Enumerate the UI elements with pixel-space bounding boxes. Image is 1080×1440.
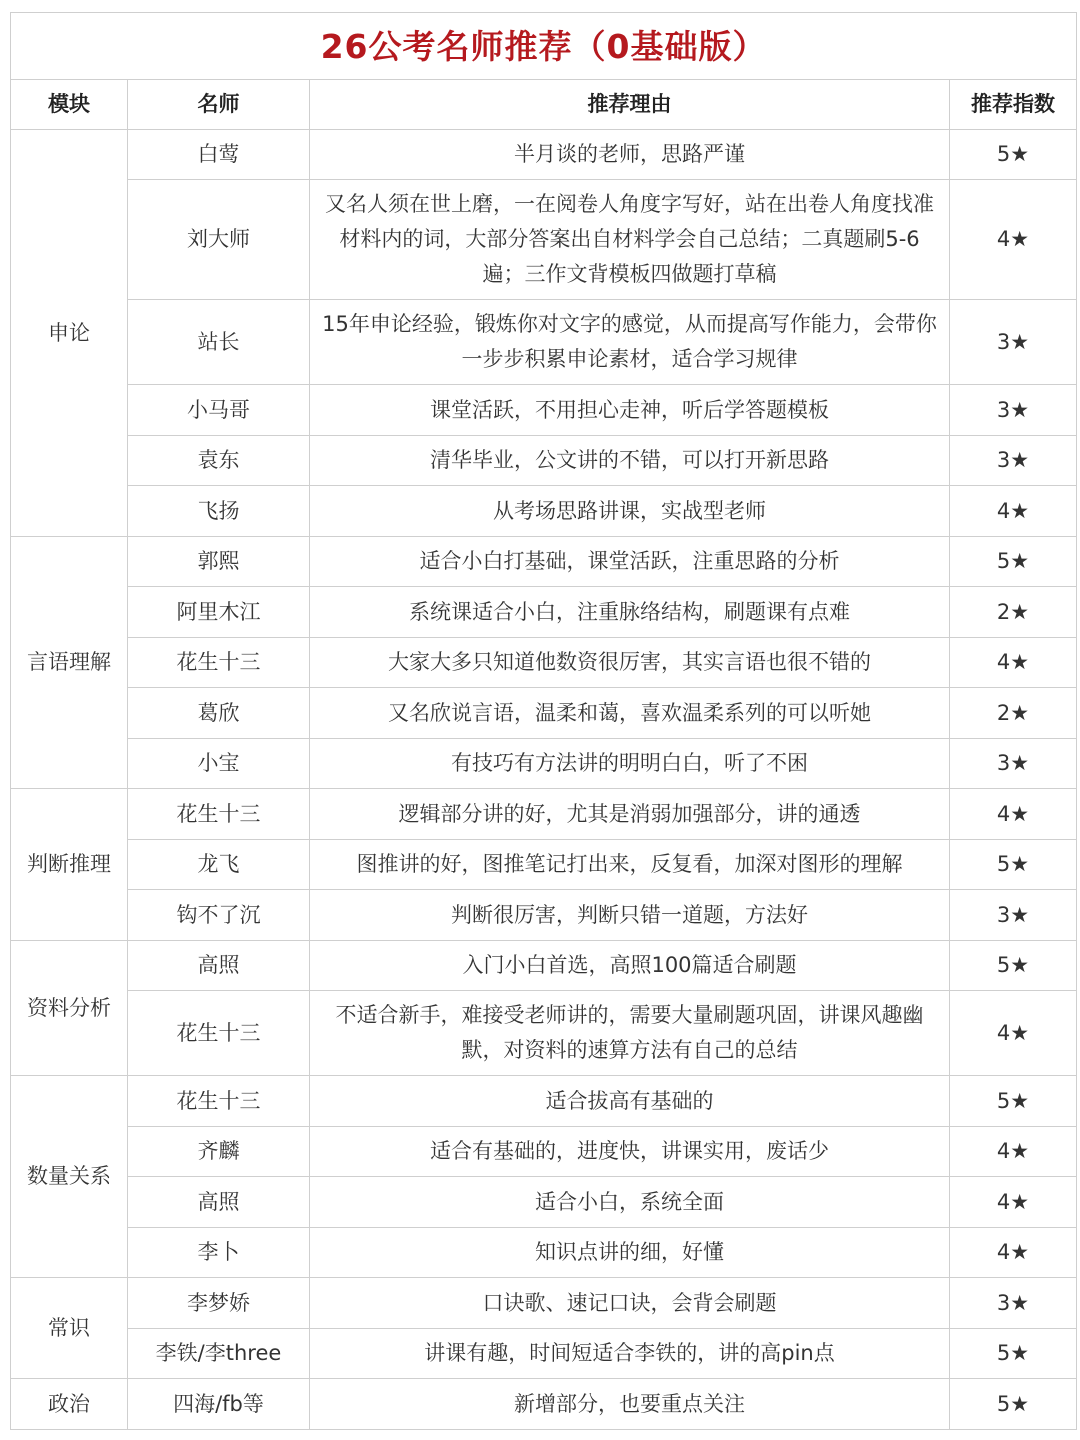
reason-cell: 又名欣说言语，温柔和蔼，喜欢温柔系列的可以听她 [310, 688, 950, 739]
reason-cell: 不适合新手，难接受老师讲的，需要大量刷题巩固，讲课风趣幽默，对资料的速算方法有自己的总结 [310, 991, 950, 1076]
rating-cell: 5★ [950, 1329, 1077, 1379]
reason-cell: 课堂活跃，不用担心走神，听后学答题模板 [310, 385, 950, 436]
rating-cell: 3★ [950, 385, 1077, 436]
header-reason: 推荐理由 [310, 80, 950, 130]
rating-cell: 4★ [950, 486, 1077, 537]
table-row [11, 130, 1077, 180]
teacher-cell: 四海/fb等 [128, 1379, 310, 1430]
reason-cell: 新增部分，也要重点关注 [310, 1379, 950, 1430]
module-cell: 判断推理 [11, 789, 128, 941]
teacher-cell: 李卜 [128, 1228, 310, 1278]
reason-cell: 讲课有趣，时间短适合李铁的，讲的高pin点 [310, 1329, 950, 1379]
module-cell: 言语理解 [11, 537, 128, 789]
table-row [11, 537, 1077, 587]
header-module: 模块 [11, 80, 128, 130]
reason-cell: 有技巧有方法讲的明明白白，听了不困 [310, 739, 950, 789]
rating-cell: 5★ [950, 840, 1077, 890]
teacher-cell: 小马哥 [128, 385, 310, 436]
reason-cell: 半月谈的老师，思路严谨 [310, 130, 950, 180]
rating-cell: 5★ [950, 537, 1077, 587]
rating-cell: 4★ [950, 789, 1077, 840]
teacher-cell: 李铁/李three [128, 1329, 310, 1379]
table-row [11, 840, 1077, 890]
module-cell: 常识 [11, 1278, 128, 1379]
reason-cell: 大家大多只知道他数资很厉害，其实言语也很不错的 [310, 638, 950, 688]
table-row [11, 991, 1077, 1076]
teacher-cell: 钩不了沉 [128, 890, 310, 941]
rating-cell: 4★ [950, 1177, 1077, 1228]
table-row [11, 180, 1077, 300]
table-row [11, 1379, 1077, 1430]
teacher-cell: 花生十三 [128, 1076, 310, 1127]
table-row [11, 1278, 1077, 1329]
rating-cell: 5★ [950, 1379, 1077, 1430]
table-row [11, 1076, 1077, 1127]
table-row [11, 1329, 1077, 1379]
rating-cell: 3★ [950, 1278, 1077, 1329]
teacher-cell: 阿里木江 [128, 587, 310, 638]
reason-cell: 清华毕业，公文讲的不错，可以打开新思路 [310, 436, 950, 486]
teacher-cell: 飞扬 [128, 486, 310, 537]
rating-cell: 5★ [950, 130, 1077, 180]
rating-cell: 3★ [950, 739, 1077, 789]
table-row [11, 739, 1077, 789]
rating-cell: 5★ [950, 941, 1077, 991]
table-row [11, 688, 1077, 739]
header-row [11, 80, 1077, 130]
table-row [11, 638, 1077, 688]
reason-cell: 15年申论经验，锻炼你对文字的感觉，从而提高写作能力，会带你一步步积累申论素材，适合学习规律 [310, 300, 950, 385]
table-row [11, 436, 1077, 486]
module-cell: 数量关系 [11, 1076, 128, 1278]
rating-cell: 4★ [950, 180, 1077, 300]
reason-cell: 适合有基础的，进度快，讲课实用，废话少 [310, 1127, 950, 1177]
module-cell: 申论 [11, 130, 128, 537]
title-row [11, 13, 1077, 80]
table-row [11, 1228, 1077, 1278]
teacher-cell: 高照 [128, 1177, 310, 1228]
header-rating: 推荐指数 [950, 80, 1077, 130]
table-row [11, 587, 1077, 638]
rating-cell: 4★ [950, 1228, 1077, 1278]
header-teacher: 名师 [128, 80, 310, 130]
table-row [11, 890, 1077, 941]
teacher-cell: 齐麟 [128, 1127, 310, 1177]
reason-cell: 适合小白，系统全面 [310, 1177, 950, 1228]
table-row [11, 385, 1077, 436]
teacher-cell: 高照 [128, 941, 310, 991]
teacher-cell: 袁东 [128, 436, 310, 486]
reason-cell: 适合拔高有基础的 [310, 1076, 950, 1127]
teacher-cell: 葛欣 [128, 688, 310, 739]
recommendation-sheet [10, 12, 1076, 1431]
reason-cell: 系统课适合小白，注重脉络结构，刷题课有点难 [310, 587, 950, 638]
table-row [11, 1177, 1077, 1228]
teacher-cell: 刘大师 [128, 180, 310, 300]
teacher-cell: 龙飞 [128, 840, 310, 890]
reason-cell: 图推讲的好，图推笔记打出来，反复看，加深对图形的理解 [310, 840, 950, 890]
table-row [11, 789, 1077, 840]
teacher-cell: 白莺 [128, 130, 310, 180]
teacher-cell: 李梦娇 [128, 1278, 310, 1329]
rating-cell: 4★ [950, 638, 1077, 688]
reason-cell: 逻辑部分讲的好，尤其是消弱加强部分，讲的通透 [310, 789, 950, 840]
teacher-cell: 郭熙 [128, 537, 310, 587]
module-cell: 政治 [11, 1379, 128, 1430]
table-row [11, 941, 1077, 991]
reason-cell: 又名人须在世上磨，一在阅卷人角度字写好，站在出卷人角度找准材料内的词，大部分答案出自材料学会自己总结；二真题刷5-6遍；三作文背模板四做题打草稿 [310, 180, 950, 300]
teacher-recommendation-table [10, 12, 1077, 1430]
rating-cell: 2★ [950, 587, 1077, 638]
table-title: 26公考名师推荐（0基础版） [11, 13, 1077, 80]
rating-cell: 4★ [950, 1127, 1077, 1177]
table-row [11, 300, 1077, 385]
reason-cell: 适合小白打基础，课堂活跃，注重思路的分析 [310, 537, 950, 587]
teacher-cell: 花生十三 [128, 991, 310, 1076]
table-row [11, 1127, 1077, 1177]
module-cell: 资料分析 [11, 941, 128, 1076]
rating-cell: 3★ [950, 300, 1077, 385]
reason-cell: 从考场思路讲课，实战型老师 [310, 486, 950, 537]
reason-cell: 判断很厉害，判断只错一道题，方法好 [310, 890, 950, 941]
rating-cell: 4★ [950, 991, 1077, 1076]
rating-cell: 3★ [950, 890, 1077, 941]
teacher-cell: 小宝 [128, 739, 310, 789]
rating-cell: 5★ [950, 1076, 1077, 1127]
teacher-cell: 花生十三 [128, 789, 310, 840]
teacher-cell: 站长 [128, 300, 310, 385]
teacher-cell: 花生十三 [128, 638, 310, 688]
reason-cell: 知识点讲的细，好懂 [310, 1228, 950, 1278]
rating-cell: 2★ [950, 688, 1077, 739]
rating-cell: 3★ [950, 436, 1077, 486]
reason-cell: 口诀歌、速记口诀，会背会刷题 [310, 1278, 950, 1329]
table-row [11, 486, 1077, 537]
reason-cell: 入门小白首选，高照100篇适合刷题 [310, 941, 950, 991]
